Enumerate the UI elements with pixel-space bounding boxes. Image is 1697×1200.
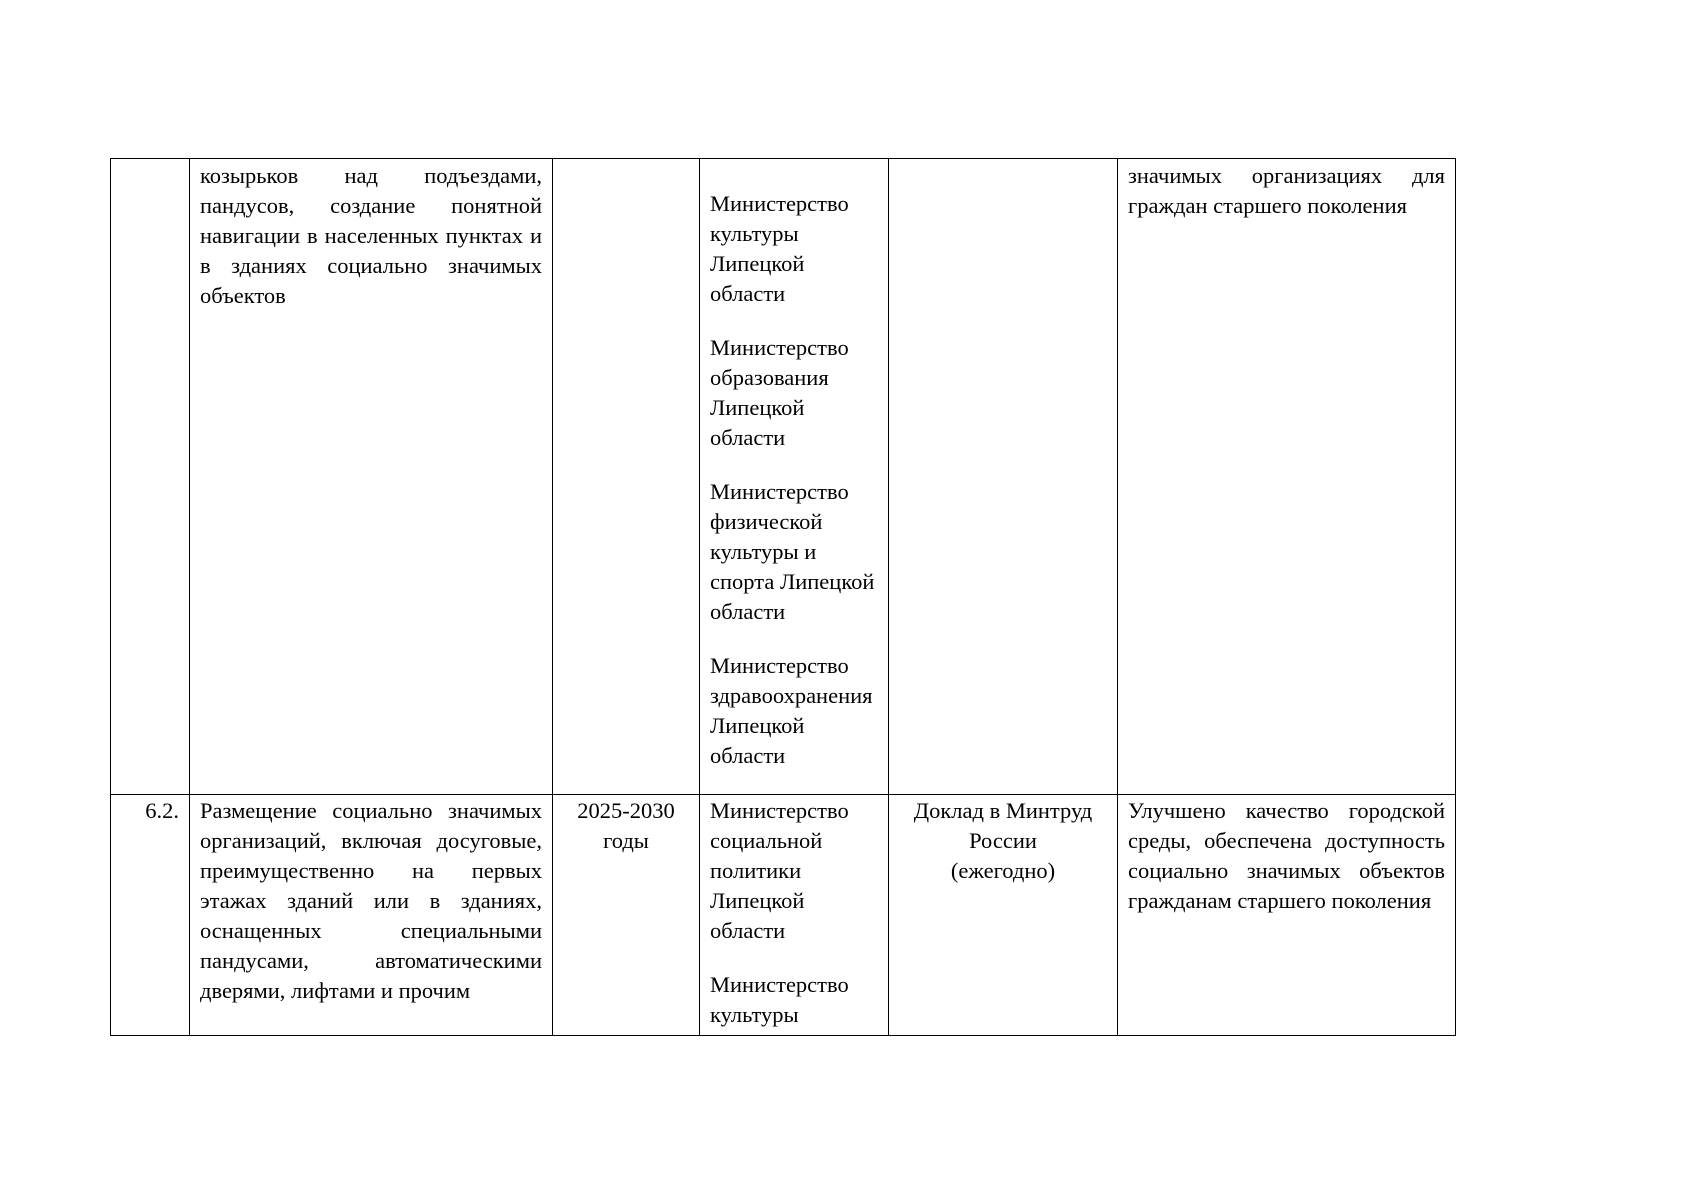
executor-item: Министерство здравоохранения Липецкой области [710,653,873,768]
result-cell: Улучшено качество городской среды, обеспечена доступность социально значимых объектов гражданам старшего поколения [1118,795,1456,1036]
executor-item: Министерство физической культуры и спорта Липецкой области [710,479,875,624]
report-cell [889,795,1118,1036]
executor-item: Министерство культуры [710,972,849,1027]
row-number-cell: 6.2. [111,795,190,1036]
executor-item: Министерство социальной политики Липецкой области [710,798,849,943]
report-cell [889,159,1118,795]
table-row [111,159,1456,795]
measures-table [110,158,1456,1036]
period-cell [553,159,700,795]
result-cell: значимых организациях для граждан старшего поколения [1118,159,1456,795]
row-number-cell [111,159,190,795]
executor-item: Министерство образования Липецкой области [710,335,849,450]
period-years: 2025-2030 [577,798,675,823]
report-line: Доклад в Минтруд [913,798,1093,823]
report-line: России [969,828,1037,853]
executor-item: Министерство культуры Липецкой области [710,191,849,306]
executors-cell [700,795,889,1036]
executors-cell [700,159,889,795]
measure-cell: козырьков над подъездами, пандусов, создание понятной навигации в населенных пунктах и в зданиях социально значимых объектов [190,159,553,795]
period-cell [553,795,700,1036]
table-row [111,795,1456,1036]
measure-cell: Размещение социально значимых организаций, включая досуговые, преимущественно на первых этажах зданий или в зданиях, оснащенных специальными пандусами, автоматическими дверями, лифтами и прочим [190,795,553,1036]
report-frequency: (ежегодно) [950,858,1056,883]
period-unit: годы [603,828,649,853]
